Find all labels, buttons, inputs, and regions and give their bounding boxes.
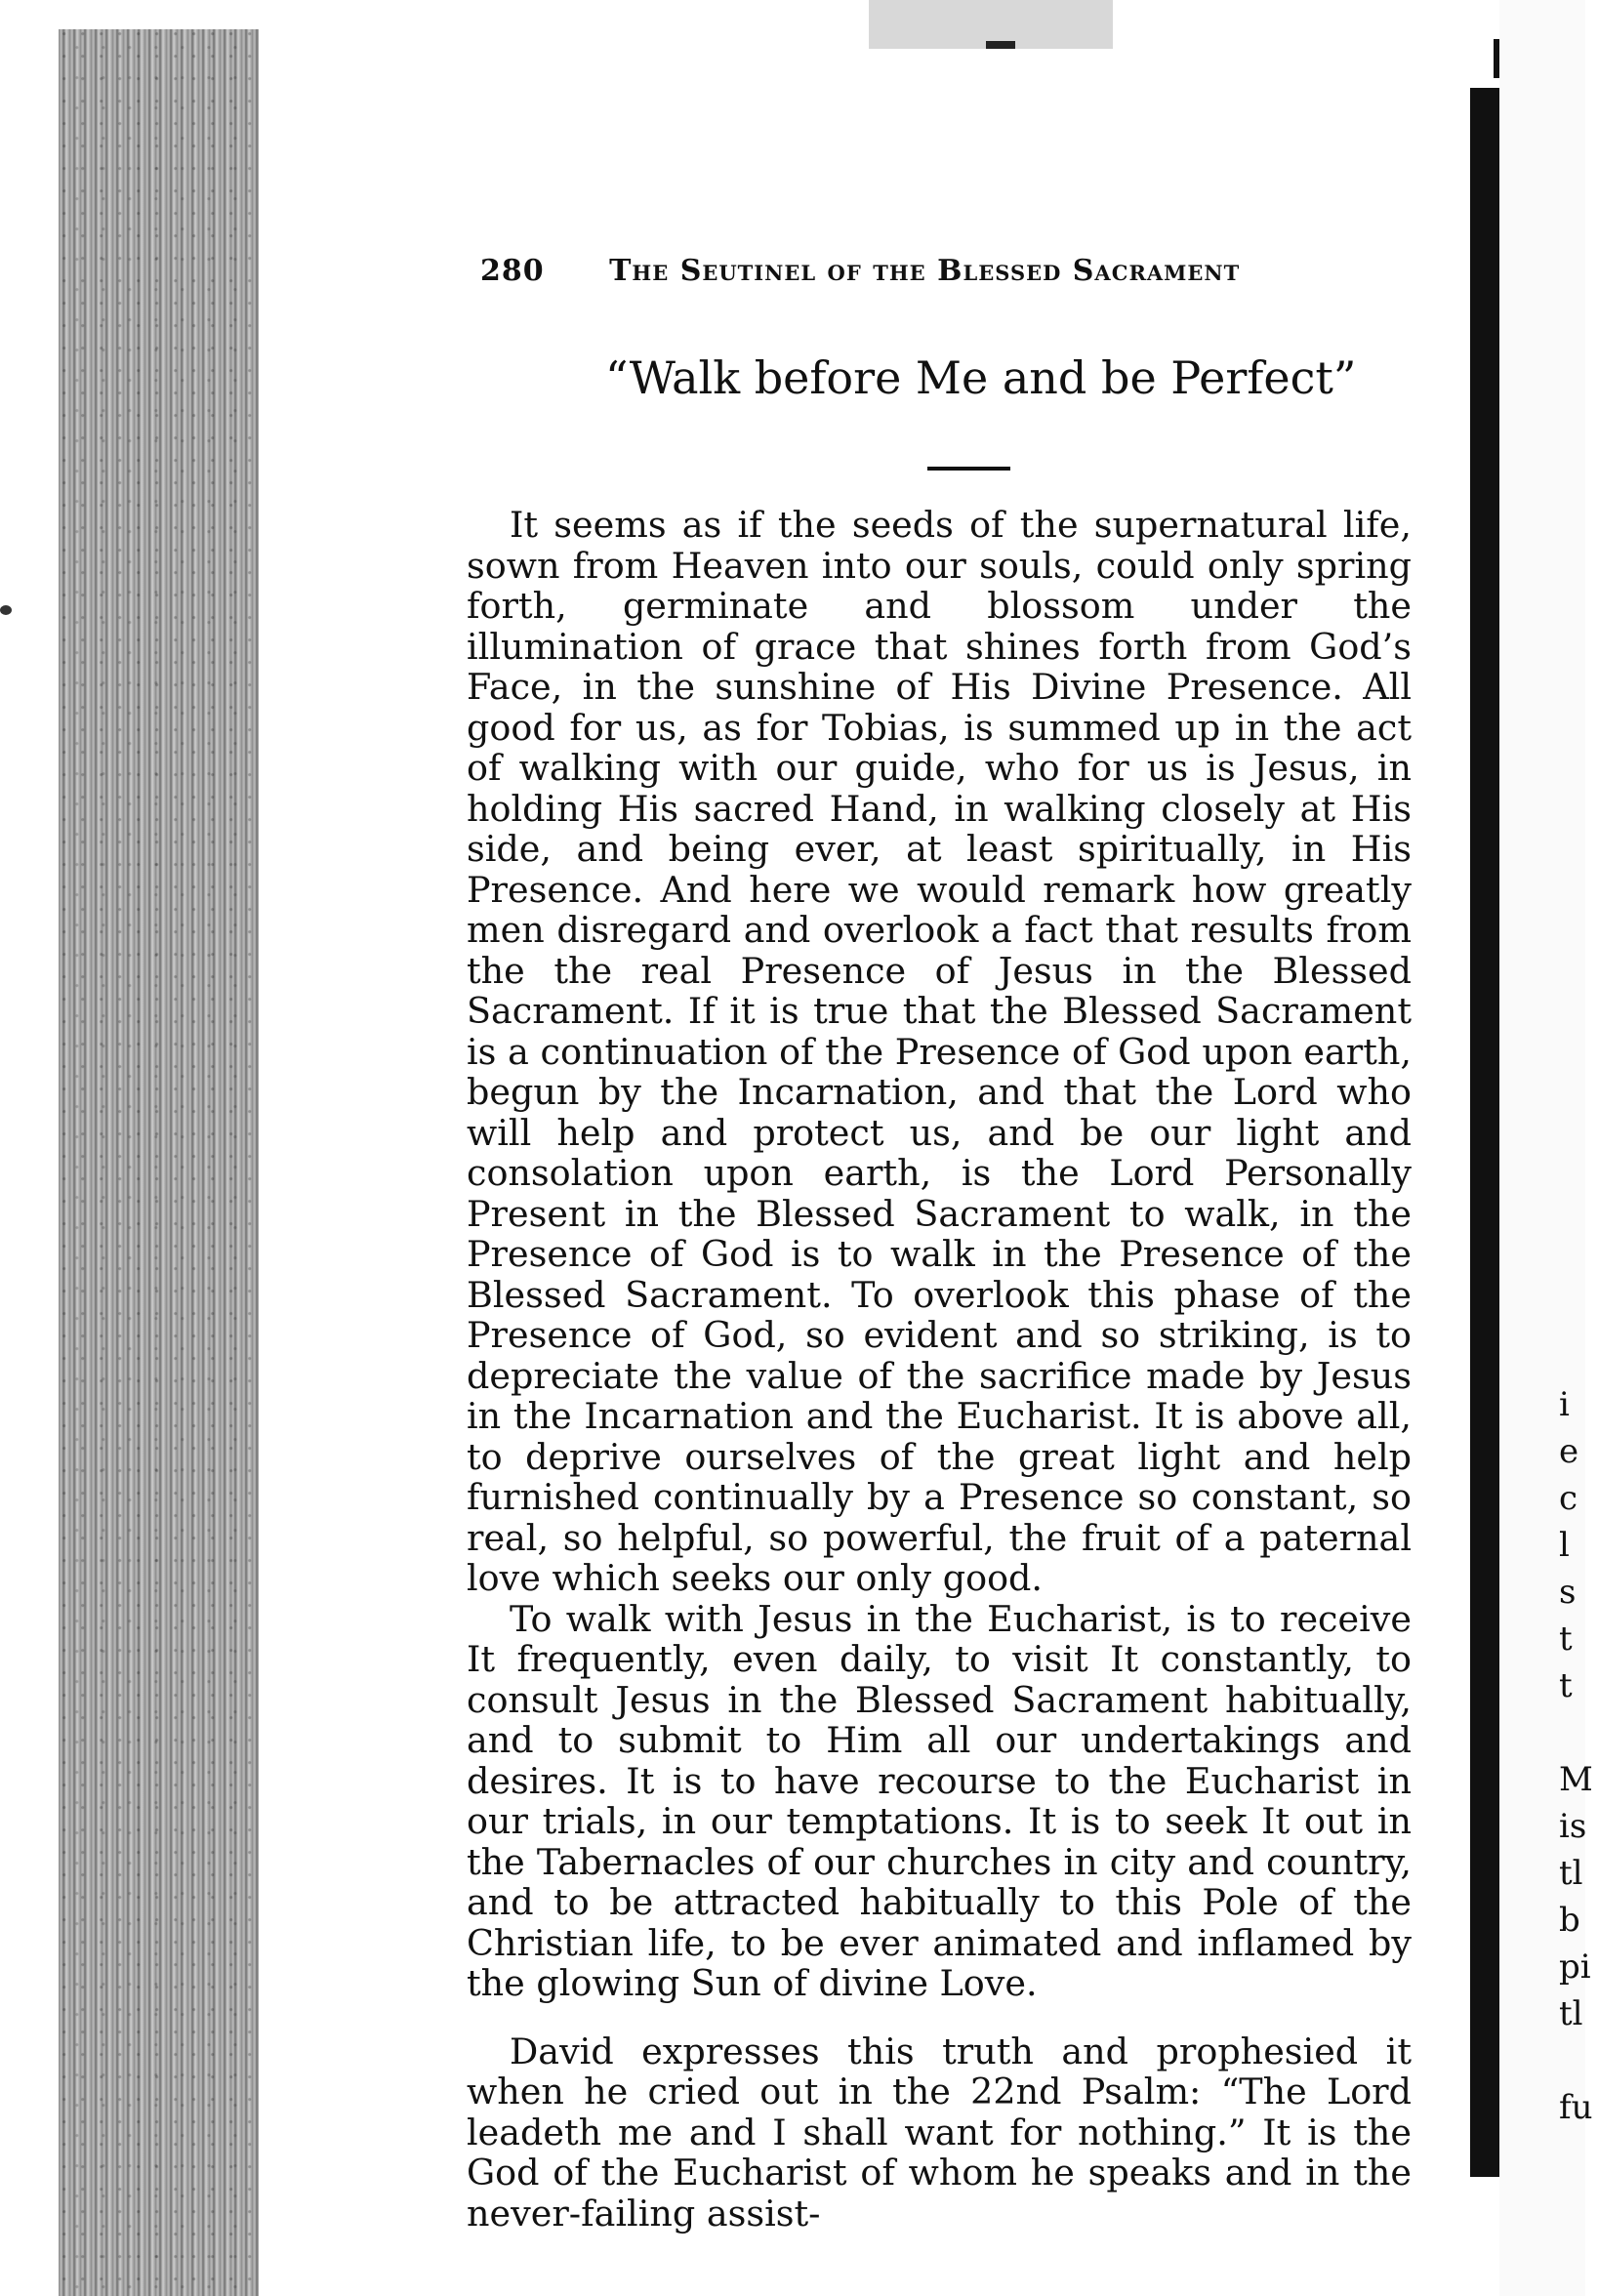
paragraph: David expresses this truth and prophesied it when he cried out in the 22nd Psalm: “The Lord leadeth me and I shall want for nothing.” It is the God of the Eucharist of whom he speaks and in the never-failing assist-	[467, 2030, 1412, 2234]
facing-page-text: i e c l s t t M is tl b pi tl fu	[1559, 1385, 1593, 2127]
book-spine	[1470, 88, 1499, 2177]
book-page-edge	[59, 29, 259, 2296]
article-title: “Walk before Me and be Perfect”	[605, 351, 1357, 404]
title-rule	[927, 467, 1010, 471]
running-title: The Seutinel of the Blessed Sacrament	[609, 254, 1241, 288]
article-body	[467, 505, 1412, 2234]
margin-mark	[0, 605, 12, 615]
page-number: 280	[480, 254, 545, 288]
paragraph: It seems as if the seeds of the supernatural life, sown from Heaven into our souls, could only spring forth, germinate and blossom under the illumination of grace that shines forth from God’s Face, in the sunshine of His Divine Presence. All good for us, as for Tobias, is summed up in the act of walking with our guide, who for us is Jesus, in holding His sacred Hand, in walking closely at His side, and being ever, at least spiritually, in His Presence. And here we would remark how greatly men disregard and overlook a fact that results from the the real Presence of Jesus in the Blessed Sacrament. If it is true that the Blessed Sacrament is a continuation of the Presence of God upon earth, begun by the Incarnation, and that the Lord who will help and protect us, and be our light and consolation upon earth, is the Lord Personally Present in the Blessed Sacrament to walk, in the Presence of God is to walk in the Presence of the Blessed Sacrament. To overlook this phase of the Presence of God, so evident and so striking, is to depreciate the value of the sacrifice made by Jesus in the Incarnation and the Eucharist. It is above all, to deprive ourselves of the great light and help furnished continually by a Presence so constant, so real, so helpful, so powerful, the fruit of a paternal love which seeks our only good.	[467, 504, 1412, 1599]
running-header	[480, 254, 1378, 288]
book-page	[264, 59, 1470, 2265]
paragraph: To walk with Jesus in the Eucharist, is to receive It frequently, even daily, to visit It constantly, to consult Jesus in the Blessed Sacrament habitually, and to submit to Him all our undertakings and desires. It is to have recourse to the Eucharist in our trials, in our temptations. It is to seek It out in the Tabernacles of our churches in city and country, and to be attracted habitually to this Pole of the Christian life, to be ever animated and inflamed by the glowing Sun of divine Love.	[467, 1597, 1412, 2004]
paper-tab	[869, 0, 1113, 49]
